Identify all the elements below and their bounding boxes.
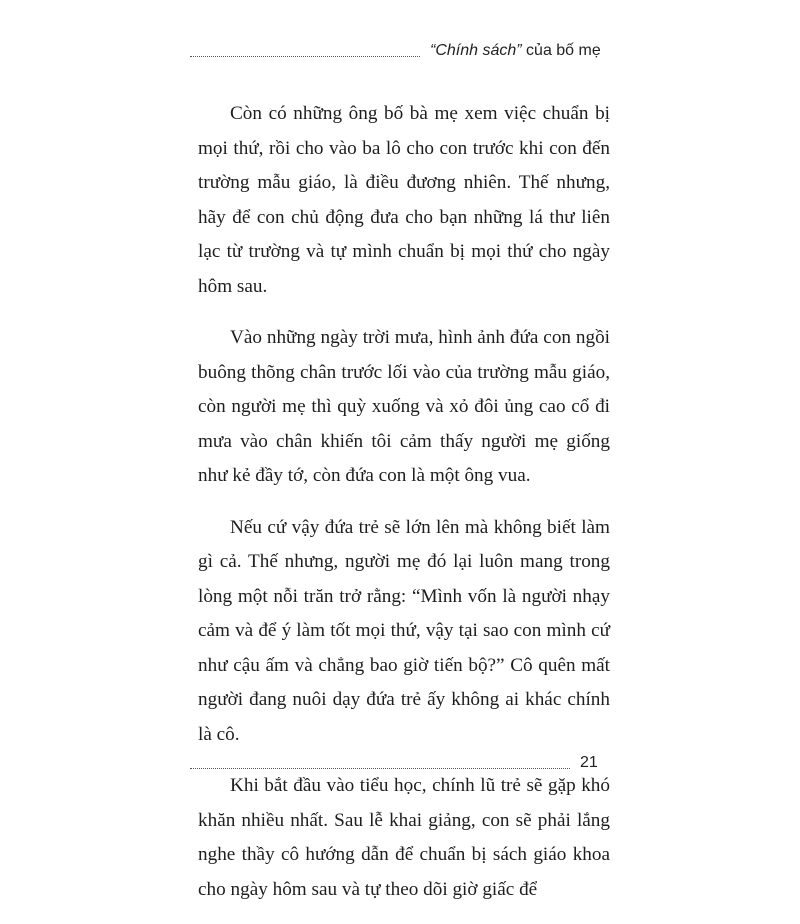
running-header-rest: của bố mẹ bbox=[521, 42, 601, 59]
paragraph-2: Vào những ngày trời mưa, hình ảnh đứa con ngồi buông thõng chân trước lối vào của trường mẫu giáo, còn người mẹ thì quỳ xuống và xỏ đôi ủng cao cổ đi mưa vào chân khiến tôi cảm thấy người mẹ giống như kẻ đầy tớ, còn đứa con là một ông vua. bbox=[198, 327, 610, 486]
paragraph-3: Nếu cứ vậy đứa trẻ sẽ lớn lên mà không biết làm gì cả. Thế nhưng, người mẹ đó lại luôn mang trong lòng một nỗi trăn trở rằng: “Mình vốn là người nhạy cảm và để ý làm tốt mọi thứ, vậy tại sao con mình cứ như cậu ấm và chẳng bao giờ tiến bộ?” Cô quên mất người đang nuôi dạy đứa trẻ ấy không ai khác chính là cô. bbox=[198, 516, 610, 745]
footer-dotted-rule bbox=[190, 768, 570, 769]
running-header bbox=[430, 42, 601, 60]
running-header-quoted: “Chính sách” bbox=[430, 42, 522, 59]
header-dotted-rule bbox=[190, 56, 420, 57]
paragraph-4: Khi bắt đầu vào tiểu học, chính lũ trẻ sẽ gặp khó khăn nhiều nhất. Sau lễ khai giảng, con sẽ phải lắng nghe thầy cô hướng dẫn để chuẩn bị sách giáo khoa cho ngày hôm sau và tự theo dõi giờ giấc để bbox=[198, 775, 610, 900]
page-number: 21 bbox=[580, 754, 598, 771]
paragraph-1: Còn có những ông bố bà mẹ xem việc chuẩn bị mọi thứ, rồi cho vào ba lô cho con trước khi con đến trường mẫu giáo, là điều đương nhiên. Thế nhưng, hãy để con chủ động đưa cho bạn những lá thư liên lạc từ trường và tự mình chuẩn bị mọi thứ cho ngày hôm sau. bbox=[198, 103, 610, 297]
